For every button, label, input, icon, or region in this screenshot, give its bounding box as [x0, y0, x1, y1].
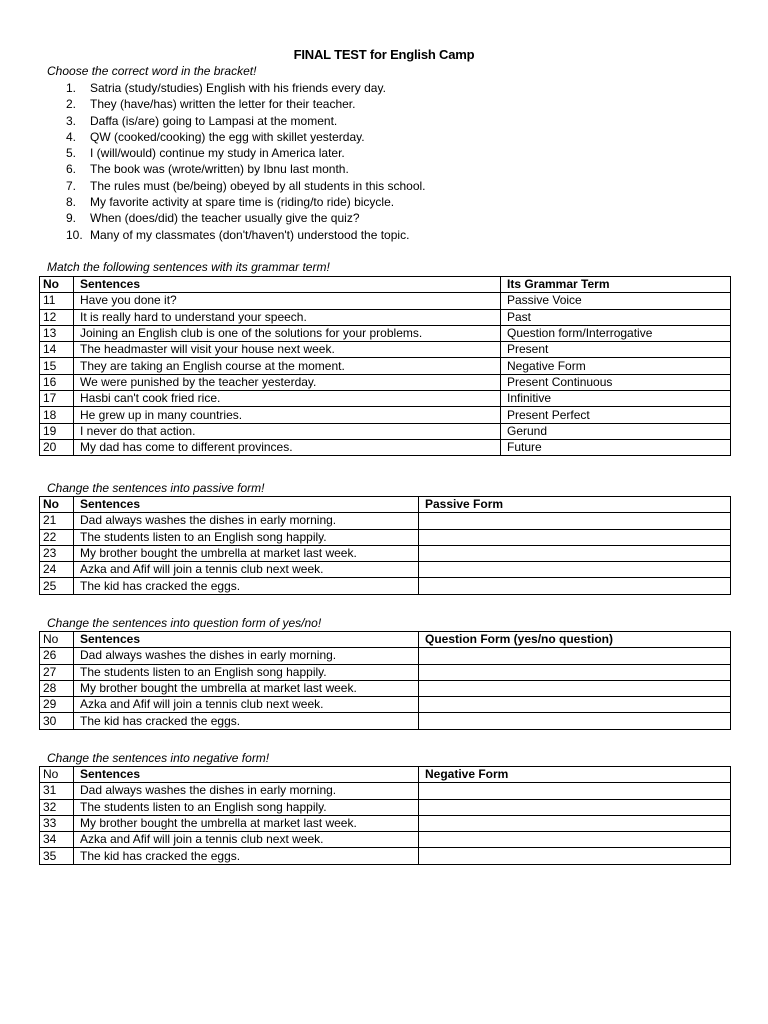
- page-title: FINAL TEST for English Camp: [293, 47, 475, 62]
- column-header-no: No: [40, 767, 74, 783]
- row-sentence: My brother bought the umbrella at market last week.: [74, 545, 419, 561]
- question-form-table: [39, 631, 731, 730]
- item-text: When (does/did) the teacher usually give the quiz?: [90, 211, 360, 226]
- row-number: 24: [40, 562, 74, 578]
- row-grammar-term: Passive Voice: [501, 293, 731, 309]
- row-sentence: Hasbi can't cook fried rice.: [74, 391, 501, 407]
- answer-cell[interactable]: [419, 529, 731, 545]
- table-header-row: [40, 632, 731, 648]
- table-row: [40, 848, 731, 864]
- row-grammar-term: Negative Form: [501, 358, 731, 374]
- table-row: [40, 529, 731, 545]
- table-row: [40, 815, 731, 831]
- table-row: [40, 513, 731, 529]
- column-header-grammar-term: Its Grammar Term: [501, 277, 731, 293]
- answer-cell[interactable]: [419, 545, 731, 561]
- row-sentence: The students listen to an English song happily.: [74, 664, 419, 680]
- row-number: 27: [40, 664, 74, 680]
- row-sentence: Joining an English club is one of the solutions for your problems.: [74, 325, 501, 341]
- answer-cell[interactable]: [419, 697, 731, 713]
- row-number: 18: [40, 407, 74, 423]
- row-number: 30: [40, 713, 74, 729]
- row-grammar-term: Present: [501, 342, 731, 358]
- row-sentence: Dad always washes the dishes in early morning.: [74, 513, 419, 529]
- column-header-passive-form: Passive Form: [419, 497, 731, 513]
- item-text: The book was (wrote/written) by Ibnu last month.: [90, 162, 349, 177]
- table-row: [40, 697, 731, 713]
- row-grammar-term: Gerund: [501, 423, 731, 439]
- table-row: [40, 391, 731, 407]
- table-row: [40, 423, 731, 439]
- table-header-row: [40, 767, 731, 783]
- grammar-term-table: [39, 276, 731, 456]
- answer-cell[interactable]: [419, 799, 731, 815]
- row-grammar-term: Present Perfect: [501, 407, 731, 423]
- row-sentence: The kid has cracked the eggs.: [74, 848, 419, 864]
- table-row: [40, 309, 731, 325]
- row-number: 11: [40, 293, 74, 309]
- negative-form-table: [39, 766, 731, 865]
- row-sentence: Azka and Afif will join a tennis club next week.: [74, 562, 419, 578]
- answer-cell[interactable]: [419, 815, 731, 831]
- row-sentence: Have you done it?: [74, 293, 501, 309]
- answer-cell[interactable]: [419, 562, 731, 578]
- row-number: 32: [40, 799, 74, 815]
- row-sentence: The students listen to an English song happily.: [74, 799, 419, 815]
- row-number: 21: [40, 513, 74, 529]
- item-text: Many of my classmates (don't/haven't) understood the topic.: [90, 227, 410, 242]
- answer-cell[interactable]: [419, 680, 731, 696]
- row-number: 35: [40, 848, 74, 864]
- table-row: [40, 562, 731, 578]
- table-row: [40, 578, 731, 594]
- table-row: [40, 680, 731, 696]
- item-text: Daffa (is/are) going to Lampasi at the moment.: [90, 113, 338, 128]
- row-sentence: The kid has cracked the eggs.: [74, 713, 419, 729]
- row-number: 14: [40, 342, 74, 358]
- row-number: 34: [40, 832, 74, 848]
- row-number: 12: [40, 309, 74, 325]
- row-number: 26: [40, 648, 74, 664]
- answer-cell[interactable]: [419, 648, 731, 664]
- item-text: I (will/would) continue my study in America later.: [90, 146, 345, 161]
- row-number: 20: [40, 439, 74, 455]
- row-grammar-term: Past: [501, 309, 731, 325]
- item-text: My favorite activity at spare time is (riding/to ride) bicycle.: [90, 195, 395, 210]
- table-row: [40, 342, 731, 358]
- answer-cell[interactable]: [419, 513, 731, 529]
- answer-cell[interactable]: [419, 848, 731, 864]
- row-sentence: I never do that action.: [74, 423, 501, 439]
- row-number: 33: [40, 815, 74, 831]
- row-sentence: Dad always washes the dishes in early morning.: [74, 648, 419, 664]
- row-number: 15: [40, 358, 74, 374]
- table-row: [40, 648, 731, 664]
- column-header-no: No: [40, 497, 74, 513]
- table-row: [40, 545, 731, 561]
- passive-form-table: [39, 496, 731, 595]
- item-number: 7.: [66, 178, 77, 193]
- item-number: 9.: [66, 211, 77, 226]
- item-text: QW (cooked/cooking) the egg with skillet yesterday.: [90, 129, 365, 144]
- column-header-no: No: [40, 632, 74, 648]
- row-sentence: Azka and Afif will join a tennis club next week.: [74, 832, 419, 848]
- row-sentence: The students listen to an English song happily.: [74, 529, 419, 545]
- table-row: [40, 783, 731, 799]
- row-sentence: Azka and Afif will join a tennis club next week.: [74, 697, 419, 713]
- table-row: [40, 664, 731, 680]
- answer-cell[interactable]: [419, 832, 731, 848]
- table-header-row: [40, 497, 731, 513]
- table-row: [40, 374, 731, 390]
- table-row: [40, 713, 731, 729]
- item-number: 2.: [66, 97, 77, 112]
- row-grammar-term: Question form/Interrogative: [501, 325, 731, 341]
- row-sentence: My brother bought the umbrella at market last week.: [74, 815, 419, 831]
- item-text: They (have/has) written the letter for their teacher.: [90, 97, 356, 112]
- row-sentence: They are taking an English course at the moment.: [74, 358, 501, 374]
- item-text: The rules must (be/being) obeyed by all students in this school.: [90, 178, 426, 193]
- row-sentence: We were punished by the teacher yesterday.: [74, 374, 501, 390]
- row-number: 22: [40, 529, 74, 545]
- item-number: 1.: [66, 81, 77, 95]
- row-sentence: Dad always washes the dishes in early morning.: [74, 783, 419, 799]
- section4-instruction: Change the sentences into question form of yes/no!: [47, 616, 322, 630]
- column-header-question-form: Question Form (yes/no question): [419, 632, 731, 648]
- row-number: 31: [40, 783, 74, 799]
- answer-cell[interactable]: [419, 713, 731, 729]
- row-sentence: The kid has cracked the eggs.: [74, 578, 419, 594]
- table-row: [40, 293, 731, 309]
- column-header-negative-form: Negative Form: [419, 767, 731, 783]
- column-header-no: No: [40, 277, 74, 293]
- table-row: [40, 358, 731, 374]
- row-number: 16: [40, 374, 74, 390]
- column-header-sentences: Sentences: [74, 767, 419, 783]
- row-number: 19: [40, 423, 74, 439]
- row-sentence: He grew up in many countries.: [74, 407, 501, 423]
- table-header-row: [40, 277, 731, 293]
- row-sentence: The headmaster will visit your house next week.: [74, 342, 501, 358]
- row-number: 23: [40, 545, 74, 561]
- row-sentence: My brother bought the umbrella at market last week.: [74, 680, 419, 696]
- item-number: 6.: [66, 162, 77, 177]
- column-header-sentences: Sentences: [74, 497, 419, 513]
- answer-cell[interactable]: [419, 783, 731, 799]
- item-number: 4.: [66, 129, 77, 144]
- item-number: 5.: [66, 146, 77, 161]
- item-number: 10.: [66, 227, 83, 242]
- row-sentence: It is really hard to understand your speech.: [74, 309, 501, 325]
- item-number: 3.: [66, 113, 77, 128]
- row-number: 25: [40, 578, 74, 594]
- answer-cell[interactable]: [419, 578, 731, 594]
- row-grammar-term: Future: [501, 439, 731, 455]
- row-number: 17: [40, 391, 74, 407]
- table-row: [40, 407, 731, 423]
- table-row: [40, 325, 731, 341]
- section5-instruction: Change the sentences into negative form!: [47, 751, 270, 765]
- row-sentence: My dad has come to different provinces.: [74, 439, 501, 455]
- row-number: 13: [40, 325, 74, 341]
- column-header-sentences: Sentences: [74, 632, 419, 648]
- row-grammar-term: Infinitive: [501, 391, 731, 407]
- table-row: [40, 832, 731, 848]
- answer-cell[interactable]: [419, 664, 731, 680]
- item-text: Satria (study/studies) English with his friends every day.: [90, 81, 386, 95]
- item-number: 8.: [66, 195, 77, 210]
- column-header-sentences: Sentences: [74, 277, 501, 293]
- row-number: 29: [40, 697, 74, 713]
- row-grammar-term: Present Continuous: [501, 374, 731, 390]
- section2-instruction: Match the following sentences with its grammar term!: [47, 260, 330, 274]
- section3-instruction: Change the sentences into passive form!: [47, 481, 265, 495]
- table-row: [40, 799, 731, 815]
- section1-instruction: Choose the correct word in the bracket!: [47, 64, 257, 78]
- table-row: [40, 439, 731, 455]
- row-number: 28: [40, 680, 74, 696]
